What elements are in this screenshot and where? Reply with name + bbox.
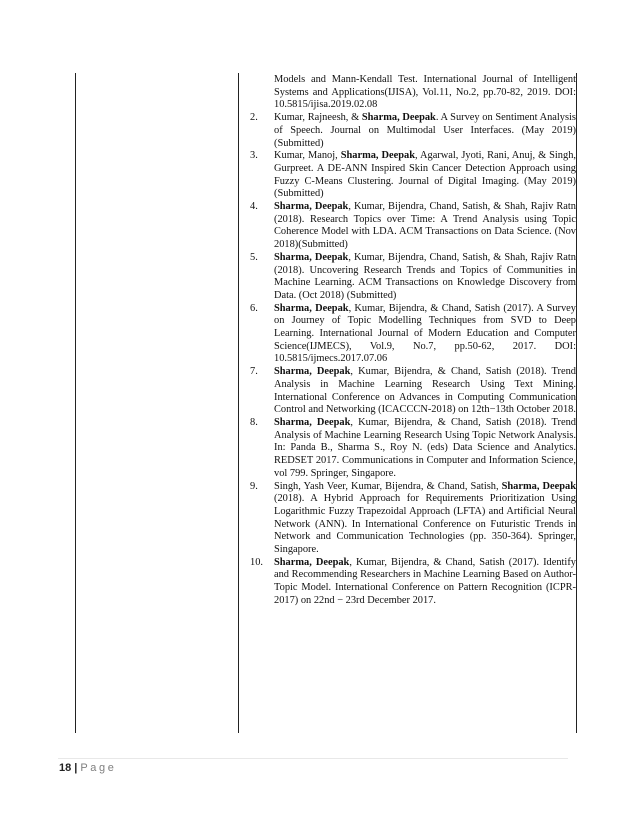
page-footer <box>59 762 116 774</box>
author-highlight: Sharma, Deepak <box>501 480 576 492</box>
reference-text: (2018). A Hybrid Approach for Requirements Prioritization Using Logarithmic Fuzzy Trapezoidal Approach (LFTA) and Artificial Neural Network (ANN). In International Conference on Futuristic Trends in Network and Communication Technologies (pp. 350-364). Springer, Singapore. <box>274 493 576 556</box>
author-highlight: Sharma, Deepak <box>340 150 415 162</box>
reference-item <box>250 303 576 367</box>
reference-number: 4. <box>250 201 258 213</box>
reference-text: , Kumar, Bijendra, Chand, Satish, & Shah, Rajiv Ratn (2018). Research Topics over Time: A Trend Analysis using Topic Coherence Model with LDA. ACM Transactions on Data Science. (Nov 2018)(Submitted) <box>274 201 576 251</box>
author-highlight: Sharma, Deepak <box>274 366 351 378</box>
footer-separator: | <box>74 762 78 774</box>
author-highlight: Sharma, Deepak <box>274 201 349 213</box>
footer-divider <box>58 758 568 759</box>
author-highlight: Sharma, Deepak <box>274 556 350 568</box>
author-highlight: Sharma, Deepak <box>361 112 436 124</box>
reference-item <box>250 557 576 608</box>
author-highlight: Sharma, Deepak <box>274 251 349 263</box>
reference-item <box>250 150 576 201</box>
reference-item <box>250 481 576 557</box>
reference-list <box>250 74 576 608</box>
table-column-divider <box>238 73 239 733</box>
reference-text: , Kumar, Bijendra, & Chand, Satish (2018). Trend Analysis in Machine Learning Research Using Text Mining. International Conference on Advances in Computing Communication Control and Networking (ICACCCN-2018) on 12th−13th October 2018. <box>274 366 576 416</box>
reference-number: 10. <box>250 556 263 568</box>
reference-item <box>250 112 576 150</box>
reference-text: , Kumar, Bijendra, Chand, Satish, & Shah, Rajiv Ratn (2018). Uncovering Research Trends and Topics of Communities in Machine Learning. ACM Transactions on Knowledge Discovery from Data. (Oct 2018) (Submitted) <box>274 251 576 301</box>
page-number: 18 <box>59 762 72 774</box>
reference-text: , Agarwal, Jyoti, Rani, Anuj, & Singh, Gurpreet. A DE-ANN Inspired Skin Cancer Detection Approach using Fuzzy C-Means Clustering. Journal of Digital Imaging. (May 2019)(Submitted) <box>274 150 576 200</box>
reference-number: 9. <box>250 480 258 492</box>
reference-text: Kumar, Rajneesh, & <box>274 112 362 124</box>
author-highlight: Sharma, Deepak <box>274 416 351 428</box>
table-border-left <box>75 73 76 733</box>
reference-item <box>250 366 576 417</box>
reference-text: . A Survey on Sentiment Analysis of Speech. Journal on Multimodal User Interfaces. (May 2019)(Submitted) <box>274 112 576 149</box>
page-label: Page <box>80 762 117 774</box>
reference-text: Singh, Yash Veer, Kumar, Bijendra, & Chand, Satish, <box>274 480 502 492</box>
reference-number: 7. <box>250 366 258 378</box>
reference-text: Kumar, Manoj, <box>274 150 341 162</box>
reference-item <box>250 74 576 112</box>
table-border-right <box>576 73 577 733</box>
author-highlight: Sharma, Deepak <box>274 302 349 314</box>
reference-text: Models and Mann-Kendall Test. International Journal of Intelligent Systems and Applications(IJISA), Vol.11, No.2, pp.70-82, 2019. DOI: 10.5815/ijisa.2019.02.08 <box>274 74 576 111</box>
reference-number: 6. <box>250 302 258 314</box>
reference-number: 8. <box>250 416 258 428</box>
reference-item <box>250 252 576 303</box>
reference-item <box>250 201 576 252</box>
reference-number: 2. <box>250 112 258 124</box>
reference-text: , Kumar, Bijendra, & Chand, Satish (2017). A Survey on Journey of Topic Modelling Techniques from SVD to Deep Learning. International Journal of Modern Education and Computer Science(IJMECS), Vol.9, No.7, pp.50-62, 2017. DOI: 10.5815/ijmecs.2017.07.06 <box>274 302 576 365</box>
reference-number: 3. <box>250 150 258 162</box>
reference-item <box>250 417 576 481</box>
reference-number: 5. <box>250 251 258 263</box>
reference-text: , Kumar, Bijendra, & Chand, Satish (2017). Identify and Recommending Researchers in Machine Learning Based on Author-Topic Model. International Conference on Pattern Recognition (ICPR-2017) on 22nd − 23rd December 2017. <box>274 556 576 606</box>
reference-text: , Kumar, Bijendra, & Chand, Satish (2018). Trend Analysis of Machine Learning Research Using Topic Network Analysis. In: Panda B., Sharma S., Roy N. (eds) Data Science and Analytics. REDSET 2017. Communications in Computer and Information Science, vol 799. Springer, Singapore. <box>274 416 576 479</box>
